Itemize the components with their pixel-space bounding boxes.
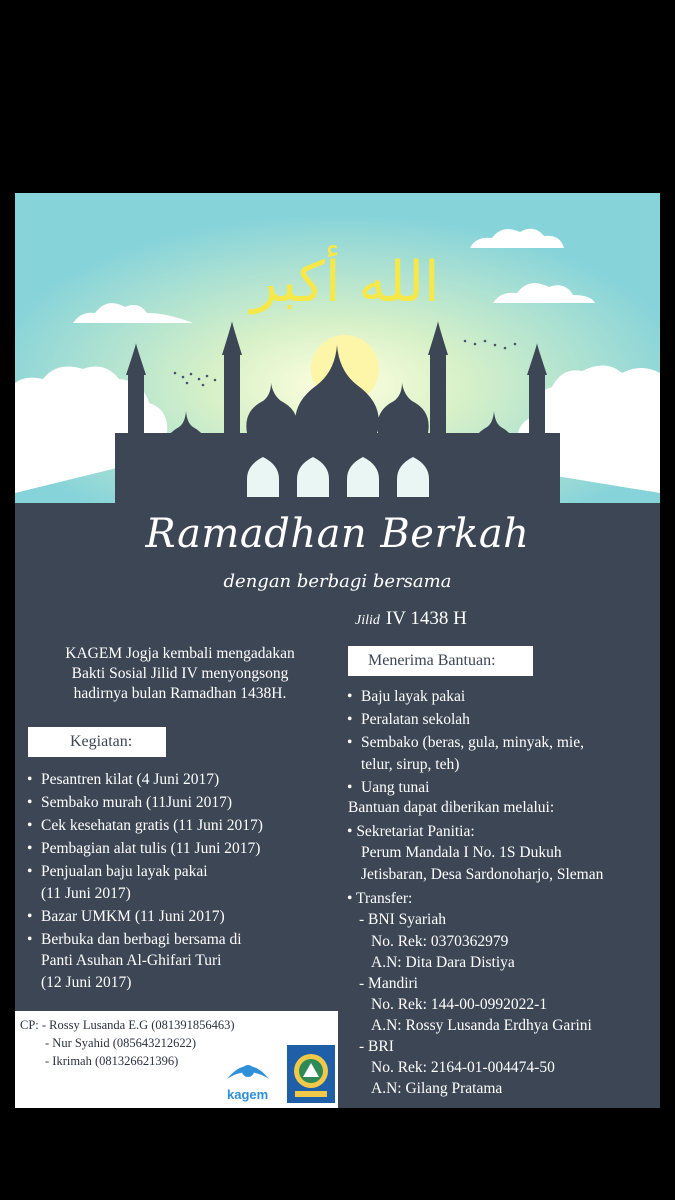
poster-title: Ramadhan Berkah (145, 511, 530, 557)
bantuan-label: Menerima Bantuan: (348, 646, 533, 676)
list-item: • Berbuka dan berbagi bersama di Panti Asuhan Al-Ghifari Turi (12 Juni 2017) (27, 930, 242, 991)
intro-line: KAGEM Jogja kembali mengadakan (65, 645, 295, 662)
sekretariat-address: Jetisbaran, Desa Sardonoharjo, Sleman (361, 866, 604, 883)
jilid-word: Jilid (355, 613, 380, 628)
list-item: • Pesantren kilat (4 Juni 2017) (27, 771, 220, 788)
arabic-calligraphy: الله أكبر (250, 250, 440, 315)
bank-holder: A.N: Rossy Lusanda Erdhya Garini (371, 1017, 592, 1034)
contact-line: - Ikrimah (081326621396) (45, 1054, 179, 1068)
bank-account: No. Rek: 2164-01-004474-50 (371, 1059, 555, 1076)
mosque-body (115, 433, 560, 503)
list-item: • Baju layak pakai (347, 688, 466, 705)
kagem-logo-text: kagem (227, 1087, 269, 1102)
list-item: • Sembako murah (11Juni 2017) (27, 794, 232, 811)
contact-line: CP: - Rossy Lusanda E.G (081391856463) (20, 1018, 235, 1032)
bantuan-list (347, 686, 657, 800)
contact-line: - Nur Syahid (085643212622) (45, 1036, 197, 1050)
bank-name: - Mandiri (359, 975, 418, 992)
edition-label (355, 608, 467, 630)
list-item: • Penjualan baju layak pakai (11 Juni 2017) (27, 863, 208, 902)
bantuan-via-label: Bantuan dapat diberikan melalui: (348, 799, 555, 816)
list-item: • Pembagian alat tulis (11 Juni 2017) (27, 840, 261, 857)
transfer-label: • Transfer: (347, 890, 413, 907)
bank-holder: A.N: Dita Dara Distiya (371, 954, 515, 971)
bank-holder: A.N: Gilang Pratama (371, 1080, 503, 1097)
mosque-sky-illustration (15, 193, 660, 503)
kegiatan-list (27, 769, 337, 995)
list-item: • Peralatan sekolah (347, 711, 470, 728)
kegiatan-label: Kegiatan: (28, 727, 166, 757)
contact-box (15, 1011, 338, 1108)
intro-line: Bakti Sosial Jilid IV menyongsong (71, 665, 289, 682)
bank-name: - BNI Syariah (359, 911, 446, 928)
sekretariat-address: Perum Mandala I No. 1S Dukuh (361, 844, 562, 861)
bank-account: No. Rek: 144-00-0992022-1 (371, 996, 548, 1013)
list-item: • Bazar UMKM (11 Juni 2017) (27, 907, 225, 925)
jilid-value: IV 1438 H (385, 608, 467, 629)
bank-account: No. Rek: 0370362979 (371, 933, 509, 950)
intro-line: hadirnya bulan Ramadhan 1438H. (73, 685, 287, 702)
list-item: • Cek kesehatan gratis (11 Juni 2017) (27, 817, 263, 834)
poster (15, 193, 660, 1108)
bank-name: - BRI (359, 1038, 394, 1055)
sekretariat-label: • Sekretariat Panitia: (347, 823, 475, 840)
sleman-seal-logo (287, 1045, 335, 1103)
poster-subtitle: dengan berbagi bersama (223, 571, 452, 592)
list-item: • Sembako (beras, gula, minyak, mie, telur, sirup, teh) (347, 734, 584, 773)
list-item: • Uang tunai (347, 778, 430, 796)
intro-paragraph (15, 644, 345, 704)
